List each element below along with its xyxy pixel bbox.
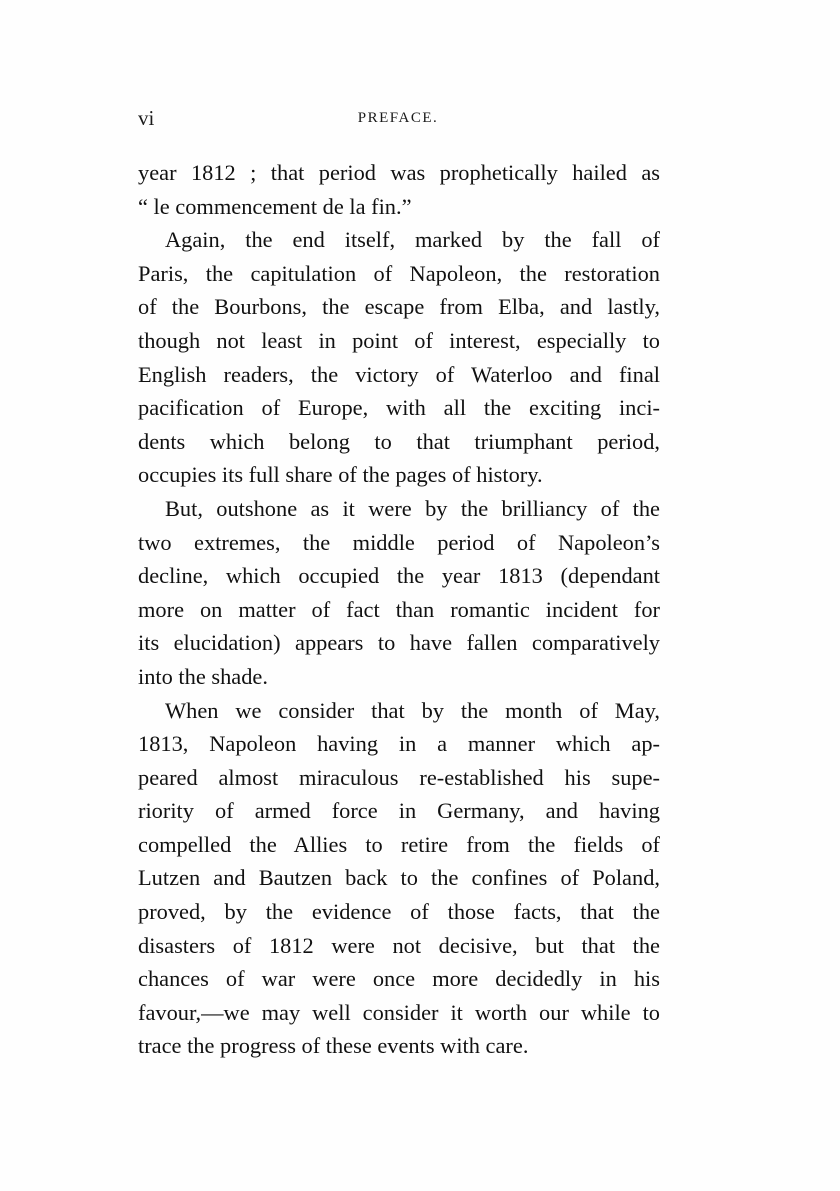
text-line: its elucidation) appears to have fallen comparatively: [138, 630, 660, 656]
text-line: occupies its full share of the pages of history.: [138, 462, 543, 488]
text-line: compelled the Allies to retire from the fields of: [138, 831, 660, 857]
text-line: year 1812 ; that period was prophetically hailed as: [138, 160, 660, 185]
text-line: English readers, the victory of Waterloo and final: [138, 361, 660, 387]
text-line: chances of war were once more decidedly in his: [138, 966, 660, 992]
text-line: into the shade.: [138, 663, 268, 689]
running-head-title: PREFACE.: [357, 110, 439, 126]
text-line: Lutzen and Bautzen back to the confines of Poland,: [138, 865, 660, 891]
text-line: riority of armed force in Germany, and having: [138, 798, 660, 824]
text-line: dents which belong to that triumphant period,: [138, 428, 660, 454]
page-number: vi: [138, 106, 155, 130]
text-line: pacification of Europe, with all the exciting inci-: [138, 395, 660, 421]
paragraph-first-line: When we consider that by the month of May,: [165, 697, 660, 723]
text-line: though not least in point of interest, especially to: [138, 327, 660, 353]
text-line: “ le commencement de la fin.”: [138, 193, 412, 219]
text-line: Paris, the capitulation of Napoleon, the restoration: [138, 260, 660, 286]
running-head: [138, 106, 658, 136]
paragraph-first-line: Again, the end itself, marked by the fall of: [165, 227, 660, 253]
text-line: favour,—we may well consider it worth our while to: [138, 999, 660, 1025]
text-line: proved, by the evidence of those facts, that the: [138, 899, 660, 925]
text-line: decline, which occupied the year 1813 (dependant: [138, 563, 660, 589]
text-line: 1813, Napoleon having in a manner which ap-: [138, 731, 660, 757]
text-line: two extremes, the middle period of Napoleon’s: [138, 529, 660, 555]
text-line: disasters of 1812 were not decisive, but that the: [138, 932, 660, 958]
text-line: trace the progress of these events with care.: [138, 1033, 529, 1059]
text-line: more on matter of fact than romantic incident for: [138, 596, 660, 622]
body-text: [138, 156, 660, 1063]
text-line: of the Bourbons, the escape from Elba, and lastly,: [138, 294, 660, 320]
text-line: peared almost miraculous re-established his supe-: [138, 764, 660, 790]
paragraph-first-line: But, outshone as it were by the brilliancy of the: [165, 495, 660, 521]
